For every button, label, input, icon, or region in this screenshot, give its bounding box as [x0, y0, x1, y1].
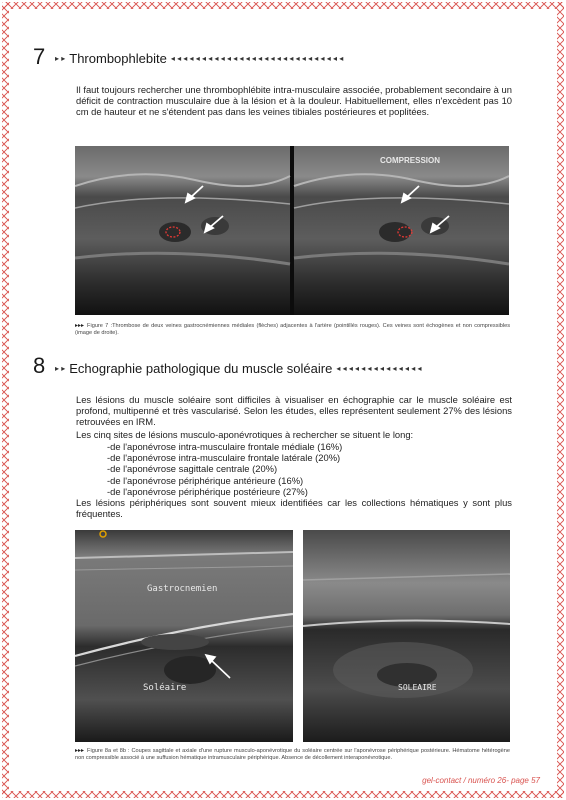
figure-7-ultrasound-image: [75, 146, 509, 315]
section-8-paragraph-2: Les cinq sites de lésions musculo-aponévrotiques à rechercher se situent le long:: [76, 429, 414, 440]
section-7-heading: [55, 51, 343, 66]
figure-8-caption: [75, 748, 510, 761]
soleaire-axial-label: SOLEAIRE: [398, 683, 437, 692]
section-8-number: 8: [33, 353, 46, 378]
list-item: -de l'aponévrose intra-musculaire frontale latérale (20%): [107, 452, 341, 464]
list-item: -de l'aponévrose périphérique antérieure (16%): [107, 474, 304, 486]
figure-8a-ultrasound-image: [75, 530, 293, 742]
lesion-sites-list: [107, 441, 342, 497]
figure-7-caption-text: Figure 7 :Thrombose de deux veines gastrocnémiennes médiales (flèches) adjacentes à l'artère (pointillés rouges). Ces veines sont échogènes et non compressibles (image de droite).: [75, 323, 510, 336]
figure-8-caption-text: Figure 8a et 8b : Coupes sagittale et axiale d'une rupture musculo-aponévrotique du soléaire centrée sur l'aponévrose périphérique postérieure. Hématome hétérogène non compressible associé à une suffusion hématique intramusculaire périphérique. Absence de décollement interaponévrotique.: [75, 748, 510, 761]
gastrocnemien-label: Gastrocnemien: [147, 584, 218, 594]
section-8-paragraph-3: Les lésions périphériques sont souvent mieux identifiées car les collections hématiques y sont plus fréquentes.: [76, 497, 512, 520]
arrow-right-icon: ▸ ▸: [55, 364, 66, 373]
figure-8b-ultrasound-image: [303, 530, 510, 742]
list-item: -de l'aponévrose périphérique postérieure (27%): [107, 485, 308, 497]
soleaire-label: Soléaire: [143, 683, 187, 693]
ultrasound-texture: [75, 530, 293, 742]
section-7-number: 7: [33, 44, 46, 69]
compression-label: COMPRESSION: [380, 156, 441, 165]
caption-marker-icon: ▸▸▸: [75, 323, 85, 329]
list-item: -de l'aponévrose sagittale centrale (20%): [107, 463, 278, 475]
page-footer: gel-contact / numéro 26- page 57: [422, 776, 540, 785]
figure-7-caption: [75, 323, 510, 336]
section-8-heading: [55, 361, 421, 376]
arrow-right-icon: ▸ ▸: [55, 54, 66, 63]
list-item: -de l'aponévrose intra-musculaire frontale médiale (16%): [107, 441, 343, 452]
ultrasound-texture: [303, 530, 510, 742]
caption-marker-icon: ▸▸▸: [75, 748, 85, 754]
ultrasound-texture: [75, 146, 509, 315]
arrows-left-icon: ◂ ◂ ◂ ◂ ◂ ◂ ◂ ◂ ◂ ◂ ◂ ◂ ◂ ◂: [336, 364, 422, 373]
arrows-left-icon: ◂ ◂ ◂ ◂ ◂ ◂ ◂ ◂ ◂ ◂ ◂ ◂ ◂ ◂ ◂ ◂ ◂ ◂ ◂ ◂ ◂ ◂ ◂ ◂ ◂ ◂ ◂ ◂: [170, 54, 344, 63]
section-7-title: Thrombophlebite: [69, 51, 167, 66]
section-8-paragraph-1: Les lésions du muscle soléaire sont difficiles à visualiser en échographie car le muscle soléaire est profond, multipenné et très vascularisé. Selon les études, elles représentent seulement 27% des lésions retrouvées en IRM.: [76, 394, 512, 428]
section-7-paragraph: Il faut toujours rechercher une thrombophlébite intra-musculaire associée, probablement secondaire à un déficit de contraction musculaire due à la lésion et à la douleur. Habituellement, elles n'excèdent pas 10 cm de hauteur et ne s'étendent pas dans les veines tibiales postérieures et poplitées.: [76, 84, 512, 118]
section-8-title: Echographie pathologique du muscle soléaire: [69, 361, 333, 376]
